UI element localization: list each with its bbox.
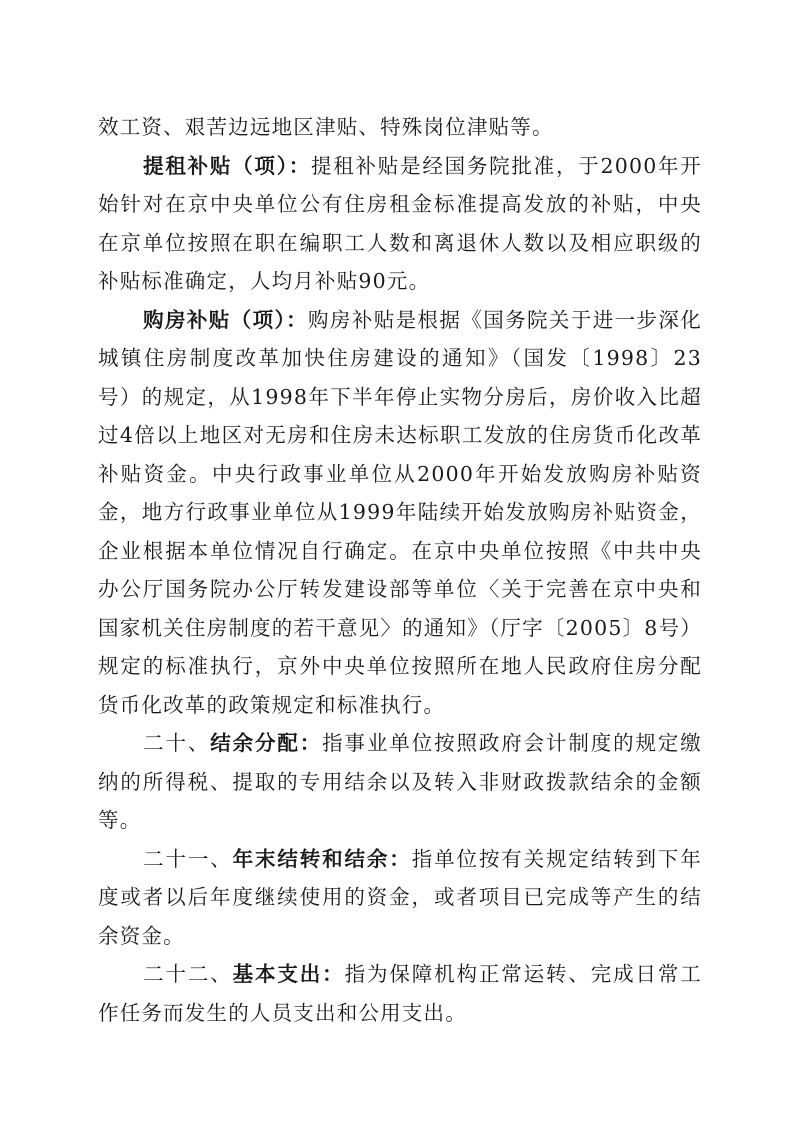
term-heading: 结余分配： <box>210 731 323 755</box>
paragraph-housing-purchase-subsidy <box>98 301 702 725</box>
body-text <box>98 108 702 1032</box>
section-number: 二十、 <box>143 731 211 755</box>
paragraph-text: 指事业单位按照政府会计制度的规定缴纳的所得税、提取的专用结余以及转入非财政拨款结余的金额等。 <box>98 731 702 832</box>
term-heading: 提租补贴（项）： <box>143 153 311 178</box>
paragraph-rent-subsidy <box>98 147 702 301</box>
term-heading: 购房补贴（项）： <box>143 307 309 332</box>
section-number: 二十二、 <box>143 962 233 986</box>
section-number: 二十一、 <box>143 846 233 871</box>
paragraph-text: 指为保障机构正常运转、完成日常工作任务而发生的人员支出和公用支出。 <box>98 962 703 1025</box>
term-heading: 年末结转和结余： <box>232 846 412 871</box>
paragraph-text: 购房补贴是根据《国务院关于进一步深化城镇住房制度改革加快住房建设的通知》（国发〔1998〕23号）的规定，从1998年下半年停止实物分房后，房价收入比超过4倍以上地区对无房和住房未达标职工发放的住房货币化改革补贴资金。中央行政事业单位从2000年开始发放购房补贴资金，地方行政事业单位从1999年陆续开始发放购房补贴资金，企业根据本单位情况自行确定。在京中央单位按照《中共中央办公厅国务院办公厅转发建设部等单位〈关于完善在京中央和国家机关住房制度的若干意见〉的通知》（厅字〔2005〕8号）规定的标准执行，京外中央单位按照所在地人民政府住房分配货币化改革的政策规定和标准执行。 <box>98 307 702 717</box>
term-heading: 基本支出： <box>232 962 345 986</box>
paragraph-basic-expenditure <box>98 955 702 1032</box>
paragraph-surplus-distribution <box>98 724 702 840</box>
paragraph-year-end-carryover <box>98 840 702 956</box>
paragraph-wage-continued <box>98 108 702 147</box>
paragraph-text: 提租补贴是经国务院批准，于2000年开始针对在京中央单位公有住房租金标准提高发放的补贴，中央在京单位按照在职在编职工人数和离退休人数以及相应职级的补贴标准确定，人均月补贴90元。 <box>98 153 702 293</box>
paragraph-text: 效工资、艰苦边远地区津贴、特殊岗位津贴等。 <box>98 115 554 139</box>
paragraph-text: 指单位按有关规定结转到下年度或者以后年度继续使用的资金，或者项目已完成等产生的结余资金。 <box>98 846 702 948</box>
